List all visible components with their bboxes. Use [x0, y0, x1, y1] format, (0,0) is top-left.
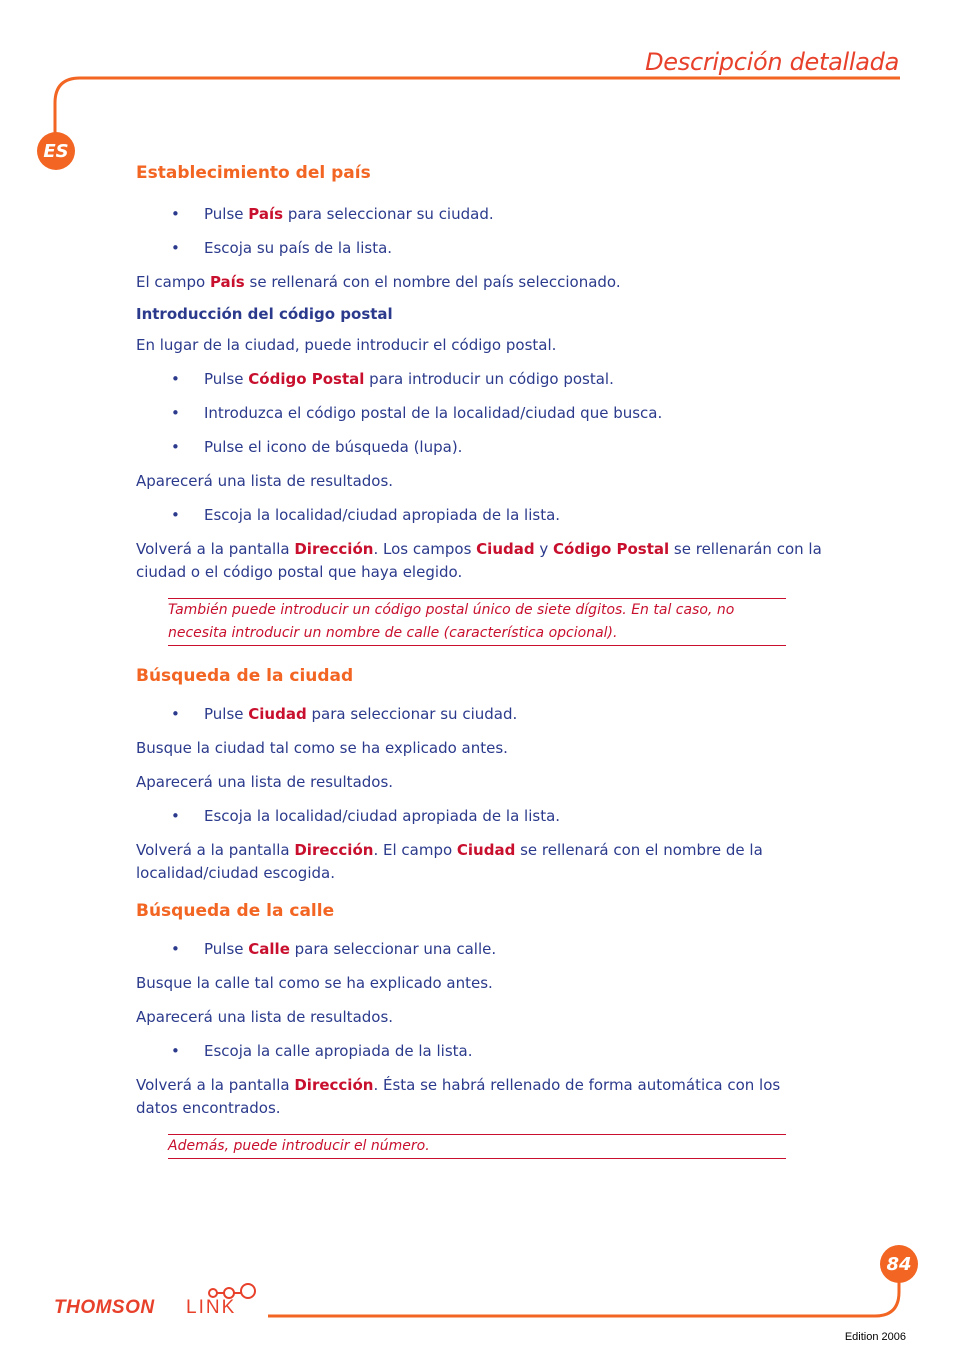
language-badge: ES [37, 132, 75, 170]
section-title-country: Establecimiento del país [136, 163, 371, 183]
paragraph: Volverá a la pantalla Dirección. El campo Ciudad se rellenará con el nombre de la localidad/ciudad escogida. [136, 841, 763, 882]
page-title: Descripción detallada [645, 48, 899, 76]
thomson-link-logo-circles [209, 1284, 255, 1298]
list-item: • Pulse Calle para seleccionar una calle. [171, 940, 497, 958]
edition-label: Edition 2006 [844, 1331, 906, 1343]
paragraph: Aparecerá una lista de resultados. [136, 1008, 394, 1026]
main-content [136, 163, 826, 1159]
subsection-title-postal-code: Introducción del código postal [136, 305, 393, 323]
list-item: • Introduzca el código postal de la localidad/ciudad que busca. [171, 404, 663, 422]
paragraph: El campo País se rellenará con el nombre del país seleccionado. [136, 273, 621, 291]
list-item: • Pulse País para seleccionar su ciudad. [171, 205, 494, 223]
section-title-street-search: Búsqueda de la calle [136, 901, 335, 921]
note-box: Además, puede introducir el número. [168, 1134, 786, 1159]
list-item: • Escoja la localidad/ciudad apropiada de la lista. [171, 506, 561, 524]
page-number-badge: 84 [880, 1245, 918, 1283]
link-logo-text: LINK [186, 1297, 237, 1318]
paragraph: Busque la calle tal como se ha explicado antes. [136, 974, 493, 992]
paragraph: Volverá a la pantalla Dirección. Los campos Ciudad y Código Postal se rellenarán con la ciudad o el código postal que haya elegido. [136, 540, 822, 581]
note-box: También puede introducir un código postal único de siete dígitos. En tal caso, no necesita introducir un nombre de calle (característica opcional). [168, 598, 786, 646]
thomson-logo-text: THOMSON [54, 1297, 155, 1318]
list-item: • Escoja su país de la lista. [171, 239, 393, 257]
list-item: • Pulse Ciudad para seleccionar su ciudad. [171, 705, 518, 723]
paragraph: En lugar de la ciudad, puede introducir el código postal. [136, 336, 557, 354]
list-item: • Escoja la calle apropiada de la lista. [171, 1042, 473, 1060]
paragraph: Volverá a la pantalla Dirección. Ésta se habrá rellenado de forma automática con los datos encontrados. [136, 1076, 781, 1117]
list-item: • Escoja la localidad/ciudad apropiada de la lista. [171, 807, 561, 825]
list-item: • Pulse Código Postal para introducir un código postal. [171, 370, 614, 388]
section-title-city-search: Búsqueda de la ciudad [136, 666, 354, 686]
list-item: • Pulse el icono de búsqueda (lupa). [171, 438, 463, 456]
paragraph: Aparecerá una lista de resultados. [136, 773, 394, 791]
paragraph: Aparecerá una lista de resultados. [136, 472, 394, 490]
paragraph: Busque la ciudad tal como se ha explicado antes. [136, 739, 508, 757]
